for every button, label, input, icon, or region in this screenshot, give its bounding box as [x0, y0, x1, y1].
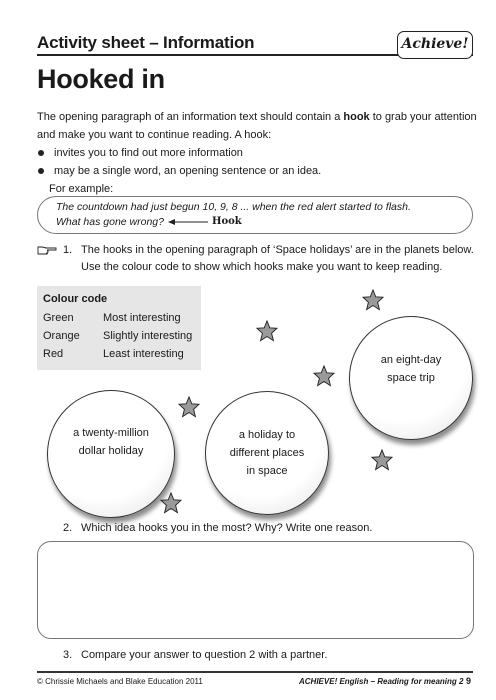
- for-example-label: For example:: [49, 183, 114, 195]
- colour-row-green: [43, 312, 181, 324]
- colour-row-orange: [43, 330, 193, 342]
- intro-paragraph: [37, 108, 477, 144]
- colour-meaning: Slightly interesting: [103, 330, 193, 342]
- page-number: 9: [466, 676, 472, 686]
- colour-name: Orange: [43, 330, 80, 342]
- planet-label: [349, 351, 473, 387]
- intro-text-bold: hook: [343, 111, 370, 123]
- intro-text-after: to grab your attention and make you want to continue reading. A hook:: [37, 111, 477, 141]
- planet-label: [47, 424, 175, 460]
- colour-row-red: [43, 348, 184, 360]
- planet-label-line: different places: [229, 447, 305, 459]
- bullet-text: may be a single word, an opening sentence or an idea.: [54, 165, 322, 177]
- list-item: [37, 144, 477, 162]
- star-icon: [256, 320, 278, 342]
- colour-name: Red: [43, 348, 64, 360]
- bullet-text: invites you to find out more information: [54, 147, 243, 159]
- question-2-number: 2.: [63, 522, 73, 534]
- question-3-number: 3.: [63, 649, 73, 661]
- star-icon: [362, 289, 384, 311]
- question-3-text: Compare your answer to question 2 with a partner.: [81, 649, 328, 661]
- star-icon: [178, 396, 200, 418]
- achieve-logo: Achieve!: [397, 31, 473, 59]
- example-sentence: The countdown had just begun 10, 9, 8 ... when the red alert started to flash.: [56, 201, 411, 213]
- star-icon: [160, 492, 182, 514]
- star-icon: [371, 449, 393, 471]
- answer-writing-box[interactable]: [37, 541, 474, 639]
- colour-meaning: Most interesting: [103, 312, 181, 324]
- planet-label-line: a holiday to: [238, 429, 296, 441]
- star-icon: [313, 365, 335, 387]
- colour-name: Green: [43, 312, 74, 324]
- hook-bullet-list: [37, 144, 477, 180]
- bullet-icon: [38, 168, 44, 174]
- planet-label-line: dollar holiday: [78, 445, 144, 457]
- series-title: ACHIEVE! English – Reading for meaning 2: [299, 677, 464, 686]
- question-2-text: Which idea hooks you in the most? Why? Write one reason.: [81, 522, 373, 534]
- planet-label-line: space trip: [387, 372, 435, 384]
- list-item: [37, 162, 477, 180]
- planet-label-line: a twenty-million: [73, 427, 149, 439]
- activity-sheet-title: Activity sheet – Information: [37, 33, 255, 52]
- footer-divider: [37, 671, 473, 673]
- left-arrow-icon: [168, 218, 208, 226]
- bullet-icon: [38, 150, 44, 156]
- planet-label: [205, 426, 329, 480]
- question-1-number: 1.: [63, 244, 73, 256]
- colour-code-title: Colour code: [43, 293, 108, 305]
- example-question: What has gone wrong?: [56, 216, 164, 228]
- intro-text-before: The opening paragraph of an information text should contain a: [37, 111, 344, 123]
- page-title: Hooked in: [37, 64, 165, 94]
- copyright-notice: © Chrissie Michaels and Blake Education 2011: [37, 677, 203, 686]
- pointing-hand-icon: [37, 243, 57, 255]
- planet-label-line: in space: [246, 465, 288, 477]
- question-1-text: The hooks in the opening paragraph of ‘Space holidays’ are in the planets below. Use the colour code to show which hooks make you want to keep reading.: [81, 244, 474, 273]
- planet-label-line: an eight-day: [380, 354, 442, 366]
- hook-label: Hook: [212, 216, 242, 227]
- colour-meaning: Least interesting: [103, 348, 184, 360]
